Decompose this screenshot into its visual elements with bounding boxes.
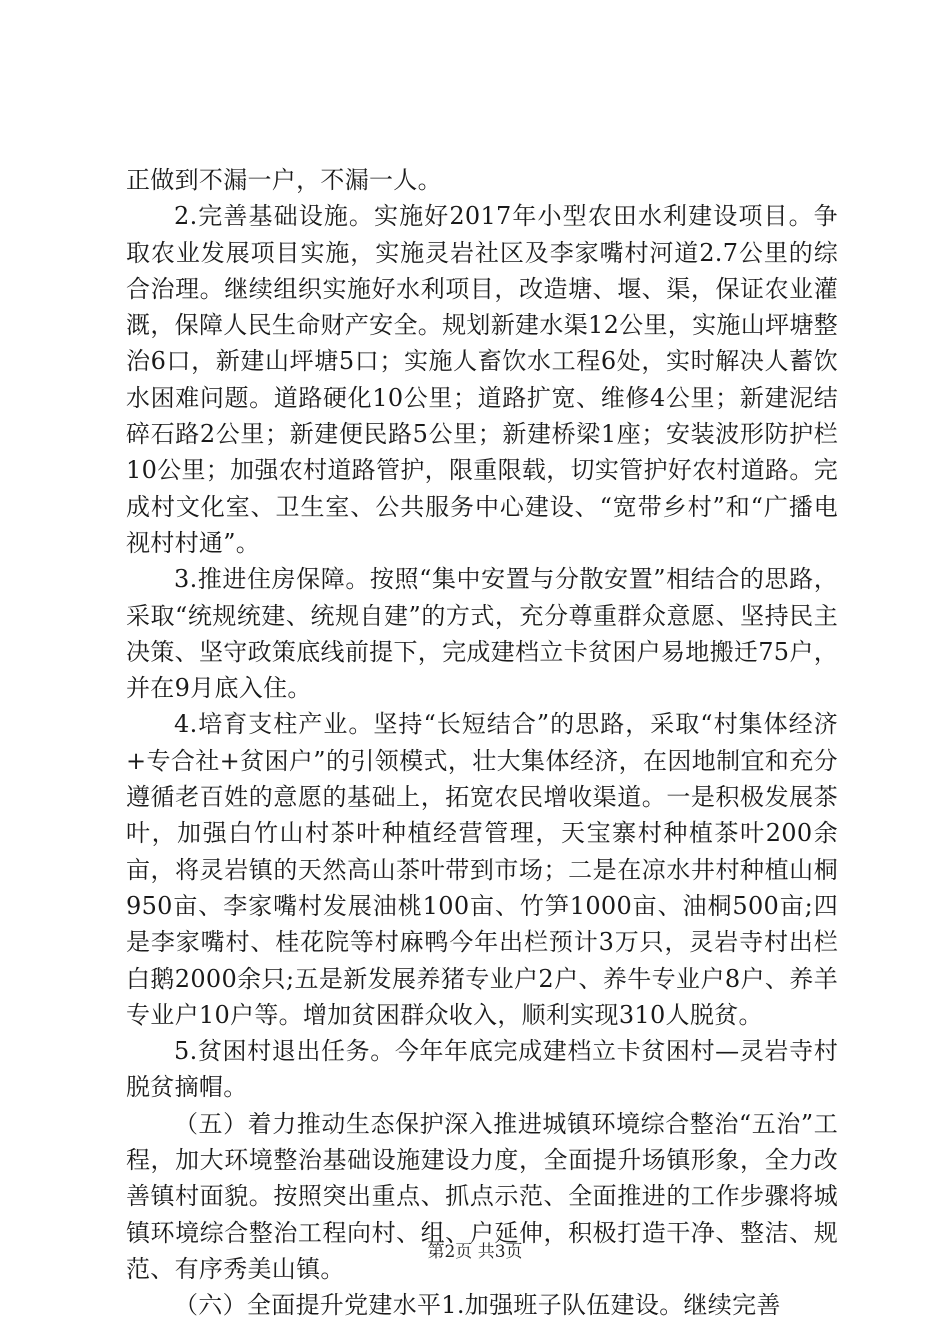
- paragraph-continuation: 正做到不漏一户，不漏一人。: [126, 166, 442, 194]
- paragraph-infrastructure: 2.完善基础设施。实施好2017年小型农田水利建设项目。争取农业发展项目实施，实施灵岩社区及李家嘴村河道2.7公里的综合治理。继续组织实施好水利项目，改造塘、堰、渠，保证农业灌溉，保障人民生命财产安全。规划新建水渠12公里，实施山坪塘整治6口，新建山坪塘5口；实施人畜饮水工程6处，实时解决人蓄饮水困难问题。道路硬化10公里；道路扩宽、维修4公里；新建泥结碎石路2公里；新建便民路5公里；新建桥梁1座；安装波形防护栏10公里；加强农村道路管护，限重限载，切实管护好农村道路。完成村文化室、卫生室、公共服务中心建设、“宽带乡村”和“广播电视村村通”。: [126, 202, 838, 557]
- paragraph-party-building: （六）全面提升党建水平1.加强班子队伍建设。继续完善: [174, 1291, 781, 1320]
- paragraph-poverty-exit: 5.贫困村退出任务。今年年底完成建档立卡贫困村—灵岩寺村脱贫摘帽。: [126, 1037, 838, 1102]
- document-body: [126, 162, 838, 1324]
- paragraph-ecology: （五）着力推动生态保护深入推进城镇环境综合整治“五治”工程，加大环境整治基础设施建设力度，全面提升场镇形象，全力改善镇村面貌。按照突出重点、抓点示范、全面推进的工作步骤将城镇环境综合整治工程向村、组、户延伸，积极打造干净、整洁、规范、有序秀美山镇。: [126, 1109, 838, 1283]
- paragraph-housing: 3.推进住房保障。按照“集中安置与分散安置”相结合的思路，采取“统规统建、统规自建”的方式，充分尊重群众意愿、坚持民主决策、坚守政策底线前提下，完成建档立卡贫困户易地搬迁75户，并在9月底入住。: [126, 565, 838, 703]
- paragraph-industry: 4.培育支柱产业。坚持“长短结合”的思路，采取“村集体经济+专合社+贫困户”的引领模式，壮大集体经济，在因地制宜和充分遵循老百姓的意愿的基础上，拓宽农民增收渠道。一是积极发展茶叶，加强白竹山村茶叶种植经营管理，天宝寨村种植茶叶200余亩，将灵岩镇的天然高山茶叶带到市场；二是在凉水井村种植山桐950亩、李家嘴村发展油桃100亩、竹笋1000亩、油桐500亩;四是李家嘴村、桂花院等村麻鸭今年出栏预计3万只，灵岩寺村出栏白鹅2000余只;五是新发展养猪专业户2户、养牛专业户8户、养羊专业户10户等。增加贫困群众收入，顺利实现310人脱贫。: [126, 710, 838, 1029]
- page-number: 第2页 共3页: [427, 1242, 523, 1262]
